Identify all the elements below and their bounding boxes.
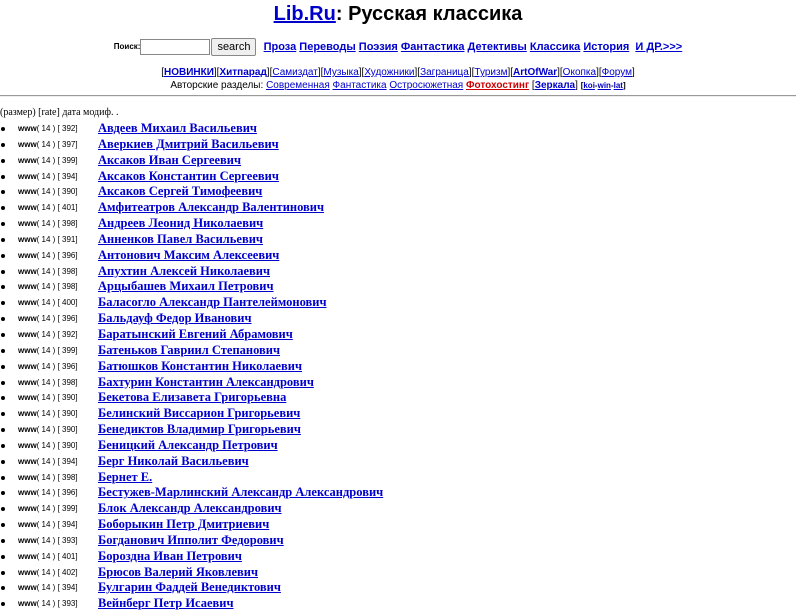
author-meta <box>18 501 78 517</box>
list-item <box>0 295 796 311</box>
list-item <box>0 533 796 549</box>
author-link[interactable]: Бахтурин Константин Александрович <box>98 374 314 389</box>
nav-link-1[interactable]: Хитпарад <box>219 67 267 78</box>
list-item <box>0 596 796 612</box>
www-link[interactable]: www <box>18 155 37 165</box>
list-item <box>0 470 796 486</box>
www-link[interactable]: www <box>18 535 37 545</box>
author-meta <box>18 565 78 581</box>
section-title: Русская классика <box>348 3 523 25</box>
author-rate: [ 393] <box>57 535 78 545</box>
www-link[interactable]: www <box>18 345 37 355</box>
list-item <box>0 311 796 327</box>
author-size: ( 14 ) <box>36 329 56 339</box>
author-meta <box>18 533 78 549</box>
author-size: ( 14 ) <box>36 345 56 355</box>
author-rate: [ 390] <box>57 425 78 435</box>
author-size: ( 14 ) <box>36 472 56 482</box>
author-meta <box>18 311 78 327</box>
nav-link-6[interactable]: Туризм <box>474 67 508 78</box>
genre-link-7[interactable]: И ДР.>>> <box>635 41 683 54</box>
author-rate: [ 398] <box>57 377 78 387</box>
list-item <box>0 422 796 438</box>
author-link[interactable]: Булгарин Фаддей Венедиктович <box>98 580 281 595</box>
nav-link-9[interactable]: Форум <box>601 67 633 78</box>
bullet-icon <box>1 159 5 163</box>
author-size: ( 14 ) <box>36 583 56 593</box>
author-size: ( 14 ) <box>36 456 56 466</box>
www-link[interactable]: www <box>18 329 37 339</box>
author-rate: [ 391] <box>57 234 78 244</box>
author-rate: [ 396] <box>57 361 78 371</box>
author-rate: [ 390] <box>57 440 78 450</box>
www-link[interactable]: www <box>18 409 37 419</box>
main-navigation <box>0 66 796 92</box>
author-link[interactable]: Блок Александр Александрович <box>98 501 282 516</box>
encoding-link-win[interactable]: win <box>597 81 611 90</box>
www-link[interactable]: www <box>18 567 37 577</box>
www-link[interactable]: www <box>18 124 37 133</box>
author-link[interactable]: Бестужев-Марлинский Александр Александрович <box>98 485 384 500</box>
bullet-icon <box>1 349 5 353</box>
author-rate: [ 399] <box>57 155 78 165</box>
encoding-link-lat[interactable]: lat <box>613 81 623 90</box>
author-link[interactable]: Антонович Максим Алексеевич <box>98 247 280 262</box>
author-meta <box>18 549 78 565</box>
list-item <box>0 501 796 517</box>
www-link[interactable]: www <box>18 599 37 609</box>
author-link[interactable]: Бекетова Елизавета Григорьевна <box>98 390 287 405</box>
author-meta <box>18 485 78 501</box>
genre-link-4[interactable]: Детективы <box>467 41 527 54</box>
www-link[interactable]: www <box>18 250 37 260</box>
bullet-icon <box>1 539 5 543</box>
author-size: ( 14 ) <box>36 187 56 197</box>
bullet-icon <box>1 206 5 210</box>
author-size: ( 14 ) <box>36 567 56 577</box>
author-rate: [ 390] <box>57 393 78 403</box>
author-rate: [ 398] <box>57 266 78 276</box>
author-rate: [ 393] <box>57 599 78 609</box>
author-meta <box>18 295 78 311</box>
bullet-icon <box>1 507 5 511</box>
author-link[interactable]: Беницкий Александр Петрович <box>98 437 278 452</box>
bullet-icon <box>1 175 5 179</box>
author-meta <box>18 232 78 248</box>
bullet-icon <box>1 476 5 480</box>
list-item <box>0 454 796 470</box>
list-item <box>0 121 796 137</box>
author-link[interactable]: Батюшков Константин Николаевич <box>98 358 303 373</box>
author-rate: [ 400] <box>57 298 78 308</box>
author-size: ( 14 ) <box>36 155 56 165</box>
author-meta <box>18 375 78 391</box>
author-rate: [ 394] <box>57 171 78 181</box>
list-item <box>0 359 796 375</box>
search-label: Поиск: <box>113 42 141 52</box>
author-rate: [ 394] <box>57 583 78 593</box>
search-button[interactable]: search <box>211 38 256 56</box>
bullet-icon <box>1 270 5 274</box>
author-size: ( 14 ) <box>36 282 56 292</box>
bullet-icon <box>1 333 5 337</box>
bullet-icon <box>1 460 5 464</box>
list-item <box>0 390 796 406</box>
author-link[interactable]: Арцыбашев Михаил Петрович <box>98 279 274 294</box>
www-link[interactable]: www <box>18 219 37 229</box>
www-link[interactable]: www <box>18 171 37 181</box>
author-meta <box>18 406 78 422</box>
author-rate: [ 397] <box>57 139 78 149</box>
www-link[interactable]: www <box>18 440 37 450</box>
author-size: ( 14 ) <box>36 234 56 244</box>
author-meta <box>18 517 78 533</box>
www-link[interactable]: www <box>18 361 37 371</box>
author-rate: [ 398] <box>57 219 78 229</box>
nav-link-5[interactable]: Заграница <box>420 67 469 78</box>
author-size: ( 14 ) <box>36 250 56 260</box>
author-link[interactable]: Баласогло Александр Пантелеймонович <box>98 295 327 310</box>
author-link[interactable]: Апухтин Алексей Николаевич <box>98 263 271 278</box>
author-size: ( 14 ) <box>36 377 56 387</box>
author-size: ( 14 ) <box>36 488 56 498</box>
author-meta <box>18 200 78 216</box>
author-link[interactable]: Бальдауф Федор Иванович <box>98 311 252 326</box>
list-item <box>0 137 796 153</box>
bullet-icon <box>1 365 5 369</box>
bullet-icon <box>1 586 5 590</box>
author-link[interactable]: Аверкиев Дмитрий Васильевич <box>98 136 279 151</box>
author-link[interactable]: Бернет Е. <box>98 469 153 484</box>
nav-link-7[interactable]: ArtOfWar <box>513 67 558 78</box>
author-link[interactable]: Амфитеатров Александр Валентинович <box>98 200 325 215</box>
author-link[interactable]: Белинский Виссарион Григорьевич <box>98 406 301 421</box>
author-size: ( 14 ) <box>36 504 56 514</box>
list-item <box>0 279 796 295</box>
nav-link-0[interactable]: НОВИНКИ <box>163 67 214 78</box>
page-title <box>0 2 796 26</box>
author-size: ( 14 ) <box>36 139 56 149</box>
bullet-icon <box>1 127 5 131</box>
author-link[interactable]: Анненков Павел Васильевич <box>98 231 263 246</box>
author-rate: [ 396] <box>57 250 78 260</box>
list-item <box>0 232 796 248</box>
nav-link-4[interactable]: Художники <box>364 67 415 78</box>
author-section-link-1[interactable]: Фантастика <box>332 80 387 91</box>
encoding-link-koi[interactable]: koi <box>583 81 595 90</box>
author-section-link-2[interactable]: Остросюжетная <box>389 80 464 91</box>
bullet-icon <box>1 555 5 559</box>
list-item <box>0 216 796 232</box>
author-meta <box>18 184 78 200</box>
author-list <box>0 121 796 612</box>
columns-header: (размер) [rate] дата модиф. . <box>0 107 119 118</box>
list-item <box>0 153 796 169</box>
bullet-icon <box>1 317 5 321</box>
author-meta <box>18 264 78 280</box>
author-meta <box>18 216 78 232</box>
www-link[interactable]: www <box>18 139 37 149</box>
author-size: ( 14 ) <box>36 361 56 371</box>
nav-link-2[interactable]: Самиздат <box>272 67 318 78</box>
author-size: ( 14 ) <box>36 535 56 545</box>
author-meta <box>18 153 78 169</box>
author-link[interactable]: Аксаков Сергей Тимофеевич <box>98 184 263 199</box>
www-link[interactable]: www <box>18 282 37 292</box>
www-link[interactable]: www <box>18 298 37 308</box>
nav-link-3[interactable]: Музыка <box>323 67 359 78</box>
list-item <box>0 248 796 264</box>
author-size: ( 14 ) <box>36 440 56 450</box>
www-link[interactable]: www <box>18 377 37 387</box>
genre-link-0[interactable]: Проза <box>263 41 297 54</box>
www-link[interactable]: www <box>18 520 37 530</box>
author-meta <box>18 359 78 375</box>
author-link[interactable]: Берг Николай Васильевич <box>98 453 249 468</box>
author-link[interactable]: Богданович Ипполит Федорович <box>98 532 284 547</box>
author-size: ( 14 ) <box>36 520 56 530</box>
author-link[interactable]: Батеньков Гавриил Степанович <box>98 342 281 357</box>
author-rate: [ 396] <box>57 314 78 324</box>
list-item <box>0 327 796 343</box>
author-rate: [ 398] <box>57 282 78 292</box>
www-link[interactable]: www <box>18 266 37 276</box>
bullet-icon <box>1 523 5 527</box>
title-separator: : <box>335 3 343 25</box>
author-meta <box>18 327 78 343</box>
list-item <box>0 200 796 216</box>
author-meta <box>18 454 78 470</box>
nav-line-authors: Авторские разделы: Современная Фантастика Остросюжетная Фотохостинг [Зеркала] [koi-win-lat] <box>170 80 626 91</box>
bullet-icon <box>1 396 5 400</box>
author-rate: [ 396] <box>57 488 78 498</box>
list-item <box>0 517 796 533</box>
author-link[interactable]: Авдеев Михаил Васильевич <box>98 121 257 135</box>
header-divider <box>0 95 796 97</box>
www-link[interactable]: www <box>18 472 37 482</box>
nav-link-8[interactable]: Окопка <box>562 67 597 78</box>
bullet-icon <box>1 491 5 495</box>
www-link[interactable]: www <box>18 504 37 514</box>
www-link[interactable]: www <box>18 393 37 403</box>
list-item <box>0 485 796 501</box>
genre-link-3[interactable]: Фантастика <box>400 41 465 54</box>
site-home-link[interactable]: Lib.Ru <box>273 3 336 25</box>
author-link[interactable]: Андреев Леонид Николаевич <box>98 216 264 231</box>
author-meta <box>18 390 78 406</box>
genre-link-2[interactable]: Поэзия <box>358 41 398 54</box>
author-size: ( 14 ) <box>36 219 56 229</box>
author-rate: [ 398] <box>57 472 78 482</box>
list-item <box>0 580 796 596</box>
bullet-icon <box>1 222 5 226</box>
author-link[interactable]: Брюсов Валерий Яковлевич <box>98 564 259 579</box>
list-item <box>0 343 796 359</box>
author-size: ( 14 ) <box>36 298 56 308</box>
author-rate: [ 399] <box>57 345 78 355</box>
author-size: ( 14 ) <box>36 314 56 324</box>
bullet-icon <box>1 254 5 258</box>
www-link[interactable]: www <box>18 314 37 324</box>
author-size: ( 14 ) <box>36 599 56 609</box>
author-meta <box>18 137 78 153</box>
bullet-icon <box>1 444 5 448</box>
search-bar <box>0 38 796 56</box>
bullet-icon <box>1 602 5 606</box>
author-meta <box>18 279 78 295</box>
author-size: ( 14 ) <box>36 171 56 181</box>
author-size: ( 14 ) <box>36 425 56 435</box>
list-item <box>0 264 796 280</box>
author-meta <box>18 470 78 486</box>
author-link[interactable]: Аксаков Константин Сергеевич <box>98 168 279 183</box>
author-link[interactable]: Бороздна Иван Петрович <box>98 548 242 563</box>
bullet-icon <box>1 238 5 242</box>
genre-links <box>261 41 683 53</box>
list-item <box>0 565 796 581</box>
author-sections-label: Авторские разделы: <box>170 80 264 91</box>
bullet-icon <box>1 571 5 575</box>
author-rate: [ 394] <box>57 520 78 530</box>
genre-link-1[interactable]: Переводы <box>299 41 356 54</box>
bullet-icon <box>1 285 5 289</box>
www-link[interactable]: www <box>18 551 37 561</box>
author-meta <box>18 580 78 596</box>
encoding-switcher: [koi-win-lat] <box>580 81 626 90</box>
bullet-icon <box>1 428 5 432</box>
author-size: ( 14 ) <box>36 551 56 561</box>
author-meta <box>18 438 78 454</box>
bullet-icon <box>1 381 5 385</box>
author-meta <box>18 169 78 185</box>
www-link[interactable]: www <box>18 583 37 593</box>
search-input[interactable] <box>140 39 210 55</box>
genre-link-5[interactable]: Классика <box>529 41 581 54</box>
author-meta <box>18 596 78 612</box>
author-size: ( 14 ) <box>36 393 56 403</box>
author-meta <box>18 343 78 359</box>
author-size: ( 14 ) <box>36 124 56 133</box>
list-item <box>0 406 796 422</box>
www-link[interactable]: www <box>18 425 37 435</box>
author-rate: [ 390] <box>57 409 78 419</box>
author-rate: [ 390] <box>57 187 78 197</box>
author-size: ( 14 ) <box>36 409 56 419</box>
list-item <box>0 184 796 200</box>
author-link[interactable]: Баратынский Евгений Абрамович <box>98 326 293 341</box>
author-section-link-0[interactable]: Современная <box>266 80 330 91</box>
author-rate: [ 401] <box>57 203 78 213</box>
photo-hosting-link[interactable]: Фотохостинг <box>466 80 530 91</box>
mirrors-link[interactable]: Зеркала <box>534 80 576 91</box>
list-item <box>0 169 796 185</box>
author-meta <box>18 121 78 137</box>
author-link[interactable]: Вейнберг Петр Исаевич <box>98 596 234 611</box>
bullet-icon <box>1 301 5 305</box>
author-size: ( 14 ) <box>36 266 56 276</box>
list-item <box>0 438 796 454</box>
author-meta <box>18 422 78 438</box>
author-rate: [ 394] <box>57 456 78 466</box>
author-rate: [ 399] <box>57 504 78 514</box>
author-link[interactable]: Аксаков Иван Сергеевич <box>98 152 242 167</box>
www-link[interactable]: www <box>18 234 37 244</box>
bullet-icon <box>1 190 5 194</box>
www-link[interactable]: www <box>18 456 37 466</box>
bullet-icon <box>1 143 5 147</box>
author-link[interactable]: Боборыкин Петр Дмитриевич <box>98 517 270 532</box>
www-link[interactable]: www <box>18 187 37 197</box>
www-link[interactable]: www <box>18 488 37 498</box>
www-link[interactable]: www <box>18 203 37 213</box>
genre-link-6[interactable]: История <box>583 41 630 54</box>
list-item <box>0 375 796 391</box>
author-rate: [ 392] <box>57 329 78 339</box>
bullet-icon <box>1 412 5 416</box>
nav-line-main: [НОВИНКИ][Хитпарад][Самиздат][Музыка][Художники][Заграница][Туризм][ArtOfWar][Окопка][Форум] <box>161 67 635 78</box>
author-meta <box>18 248 78 264</box>
author-link[interactable]: Бенедиктов Владимир Григорьевич <box>98 422 301 437</box>
author-size: ( 14 ) <box>36 203 56 213</box>
author-rate: [ 401] <box>57 551 78 561</box>
list-item <box>0 549 796 565</box>
author-rate: [ 392] <box>57 124 78 133</box>
author-rate: [ 402] <box>57 567 78 577</box>
